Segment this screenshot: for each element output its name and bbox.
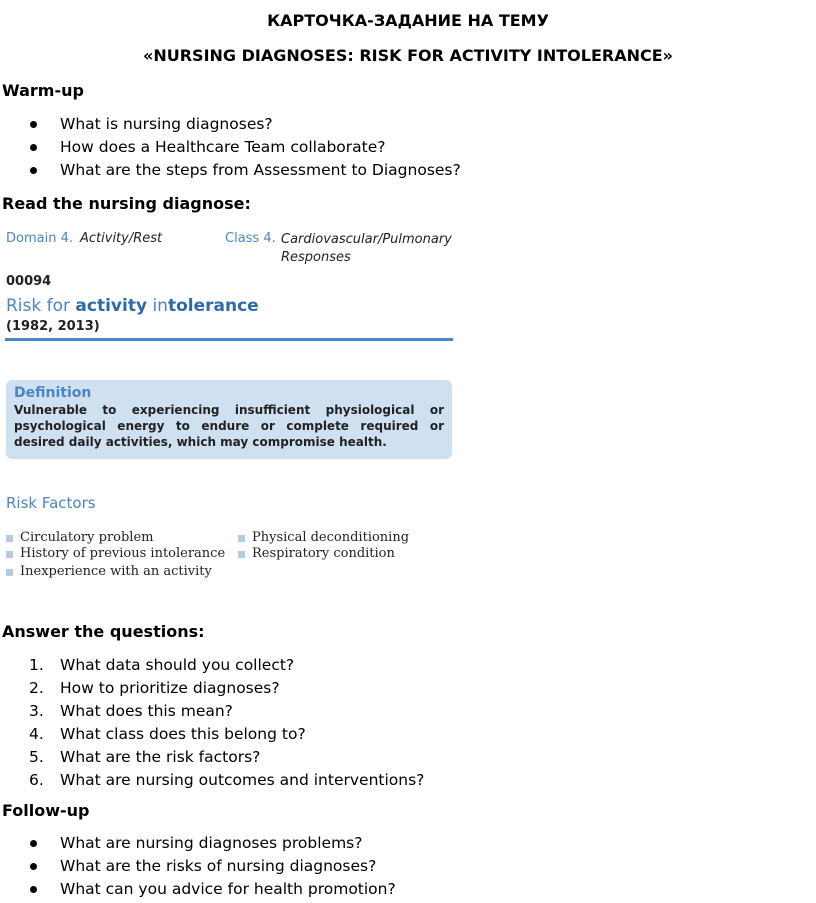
risk-factor-item: History of previous intolerance bbox=[6, 546, 225, 562]
list-item: 3. What does this mean? bbox=[29, 702, 233, 720]
list-item: 5. What are the risk factors? bbox=[29, 748, 261, 766]
domain-value: Activity/Rest bbox=[80, 231, 163, 246]
class-value: Cardiovascular/Pulmonary Responses bbox=[281, 232, 452, 265]
nursing-diagnosis-card bbox=[0, 228, 460, 588]
square-bullet-icon bbox=[238, 551, 245, 558]
square-bullet-icon bbox=[6, 535, 13, 542]
risk-factor-item: Inexperience with an activity bbox=[6, 564, 212, 580]
list-item: What can you advice for health promotion? bbox=[0, 878, 396, 901]
bullet-icon bbox=[30, 840, 37, 847]
list-item: What are nursing diagnoses problems? bbox=[0, 832, 396, 855]
followup-list bbox=[0, 832, 396, 901]
definition-text: Vulnerable to experiencing insufficient physiological or psychological energy to endure or complete required or desired daily activities, which may compromise health. bbox=[14, 403, 444, 449]
list-item: What is nursing diagnoses? bbox=[0, 113, 461, 136]
diagnosis-code: 00094 bbox=[6, 274, 52, 289]
title-line-2: «NURSING DIAGNOSES: RISK FOR ACTIVITY INTOLERANCE» bbox=[143, 46, 673, 65]
list-item: 6. What are nursing outcomes and interventions? bbox=[29, 771, 425, 789]
risk-factor-item: Circulatory problem bbox=[6, 530, 154, 546]
square-bullet-icon bbox=[6, 569, 13, 576]
list-item: 1. What data should you collect? bbox=[29, 656, 295, 674]
bullet-icon bbox=[30, 121, 37, 128]
class-label: Class 4. bbox=[225, 231, 276, 246]
warmup-heading: Warm-up bbox=[2, 81, 84, 100]
diagnosis-title: Risk for activity intolerance bbox=[6, 296, 259, 316]
definition-box bbox=[6, 380, 452, 459]
diagnosis-years: (1982, 2013) bbox=[6, 319, 100, 334]
risk-factor-item: Physical deconditioning bbox=[238, 530, 409, 546]
divider bbox=[5, 338, 453, 341]
bullet-icon bbox=[30, 886, 37, 893]
bullet-icon bbox=[30, 167, 37, 174]
list-item: 4. What class does this belong to? bbox=[29, 725, 306, 743]
list-item: What are the steps from Assessment to Diagnoses? bbox=[0, 159, 461, 182]
bullet-icon bbox=[30, 863, 37, 870]
definition-title: Definition bbox=[14, 385, 92, 401]
read-heading: Read the nursing diagnose: bbox=[2, 194, 251, 213]
list-item: 2. How to prioritize diagnoses? bbox=[29, 679, 280, 697]
list-item: How does a Healthcare Team collaborate? bbox=[0, 136, 461, 159]
risk-factors-title: Risk Factors bbox=[6, 494, 96, 512]
followup-heading: Follow-up bbox=[2, 801, 90, 820]
bullet-icon bbox=[30, 144, 37, 151]
square-bullet-icon bbox=[6, 551, 13, 558]
answer-heading: Answer the questions: bbox=[2, 622, 205, 641]
answer-list bbox=[0, 654, 424, 792]
square-bullet-icon bbox=[238, 535, 245, 542]
risk-factor-item: Respiratory condition bbox=[238, 546, 395, 562]
list-item: What are the risks of nursing diagnoses? bbox=[0, 855, 396, 878]
domain-label: Domain 4. bbox=[6, 231, 73, 246]
title-line-1: КАРТОЧКА-ЗАДАНИЕ НА ТЕМУ bbox=[267, 11, 549, 30]
warmup-list bbox=[0, 113, 461, 182]
